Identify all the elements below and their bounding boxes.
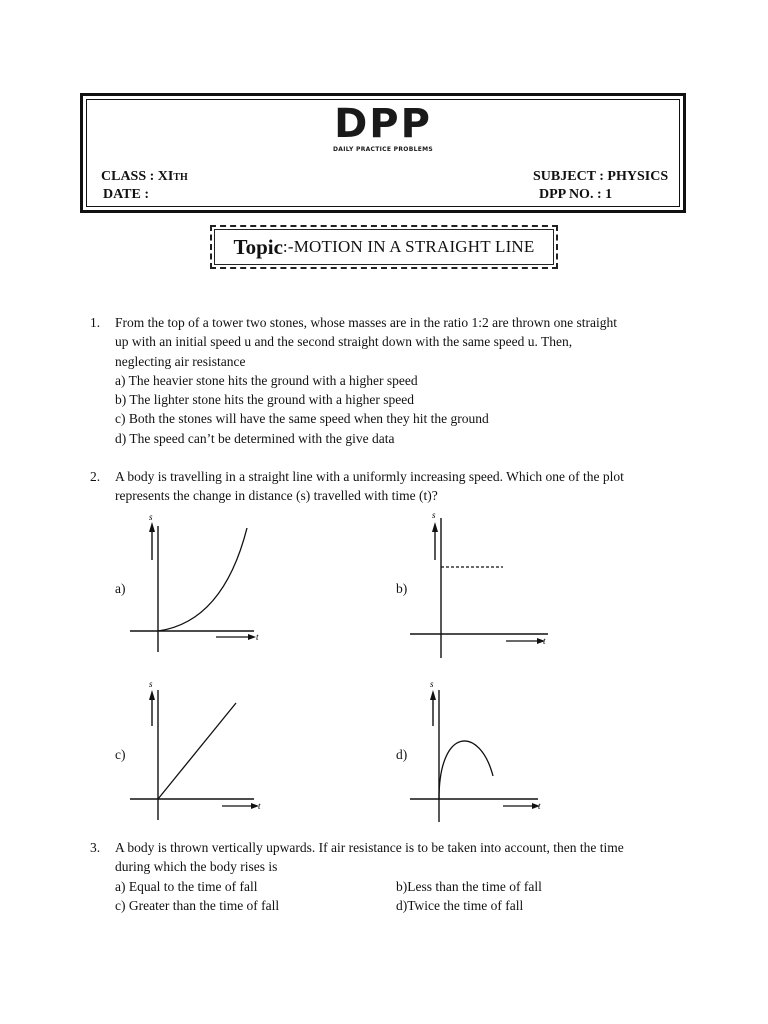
x-axis-label: t (258, 801, 261, 811)
graph-a (128, 510, 268, 660)
x-axis-arrow (222, 803, 259, 809)
subject-label: SUBJECT : PHYSICS (533, 169, 669, 184)
header-box (80, 93, 686, 213)
question-text-line: A body is thrown vertically upwards. If air resistance is to be taken into account, then the time (115, 840, 624, 855)
dpp-number-label: DPP NO. : 1 (539, 187, 613, 202)
x-axis-label: t (538, 801, 541, 811)
topic-box (210, 225, 558, 269)
graph-c (128, 678, 268, 828)
option-c: c) Both the stones will have the same speed when they hit the ground (115, 411, 489, 427)
date-label: DATE : (103, 187, 150, 202)
x-axis-arrow (216, 634, 256, 640)
x-axis-label: t (543, 636, 546, 646)
topic-key: Topic (233, 234, 283, 259)
topic-title: :-MOTION IN A STRAIGHT LINE (282, 237, 535, 256)
y-axis-label: s (149, 679, 153, 689)
options-row (115, 896, 690, 915)
graph-d (408, 678, 558, 828)
y-axis (149, 522, 158, 652)
graph-d-label: d) (396, 747, 408, 762)
graph-b-label: b) (396, 581, 408, 596)
option-c: c) Greater than the time of fall (115, 897, 280, 913)
x-axis-label: t (256, 632, 259, 642)
straight-line (158, 703, 236, 799)
graph-c-label: c) (115, 747, 126, 762)
dpp-logo: DPP (334, 101, 432, 147)
header-inner-border (86, 99, 680, 207)
graph-b (408, 510, 558, 660)
question-text-line: represents the change in distance (s) travelled with time (t)? (115, 488, 438, 504)
question-number: 2. (90, 469, 101, 484)
question-text-line: From the top of a tower two stones, whose masses are in the ratio 1:2 are thrown one straight (115, 315, 618, 330)
y-axis-label: s (149, 512, 153, 522)
graph-a-label: a) (115, 581, 126, 596)
y-axis (430, 690, 439, 822)
question-number: 3. (90, 840, 101, 855)
question-body (115, 838, 690, 915)
y-axis-label: s (430, 679, 434, 689)
question-body (115, 467, 690, 506)
question-text-line: A body is travelling in a straight line with a uniformly increasing speed. Which one of the plot (115, 469, 624, 484)
options-row (115, 877, 690, 896)
option-d: d)Twice the time of fall (396, 897, 524, 913)
y-axis (149, 690, 158, 820)
question-body (115, 313, 690, 448)
option-a: a) Equal to the time of fall (115, 878, 258, 894)
topic-inner (214, 229, 554, 265)
option-a: a) The heavier stone hits the ground with a higher speed (115, 372, 418, 388)
option-b: b)Less than the time of fall (396, 878, 542, 894)
x-axis-arrow (506, 638, 545, 644)
question-number: 1. (90, 315, 101, 330)
option-b: b) The lighter stone hits the ground with a higher speed (115, 392, 414, 408)
question-text-line: up with an initial speed u and the second straight down with the same speed u. Then, (115, 334, 573, 350)
question-text-line: neglecting air resistance (115, 353, 246, 369)
y-axis (432, 518, 441, 658)
question-text-line: during which the body rises is (115, 859, 278, 875)
y-axis-label: s (432, 510, 436, 520)
arc-curve (439, 741, 493, 799)
option-d: d) The speed can’t be determined with the give data (115, 430, 395, 446)
class-label: CLASS : XITH (101, 169, 188, 184)
dpp-logo-subtitle: DAILY PRACTICE PROBLEMS (333, 146, 433, 153)
x-axis-arrow (503, 803, 540, 809)
parabola-curve (158, 528, 247, 631)
